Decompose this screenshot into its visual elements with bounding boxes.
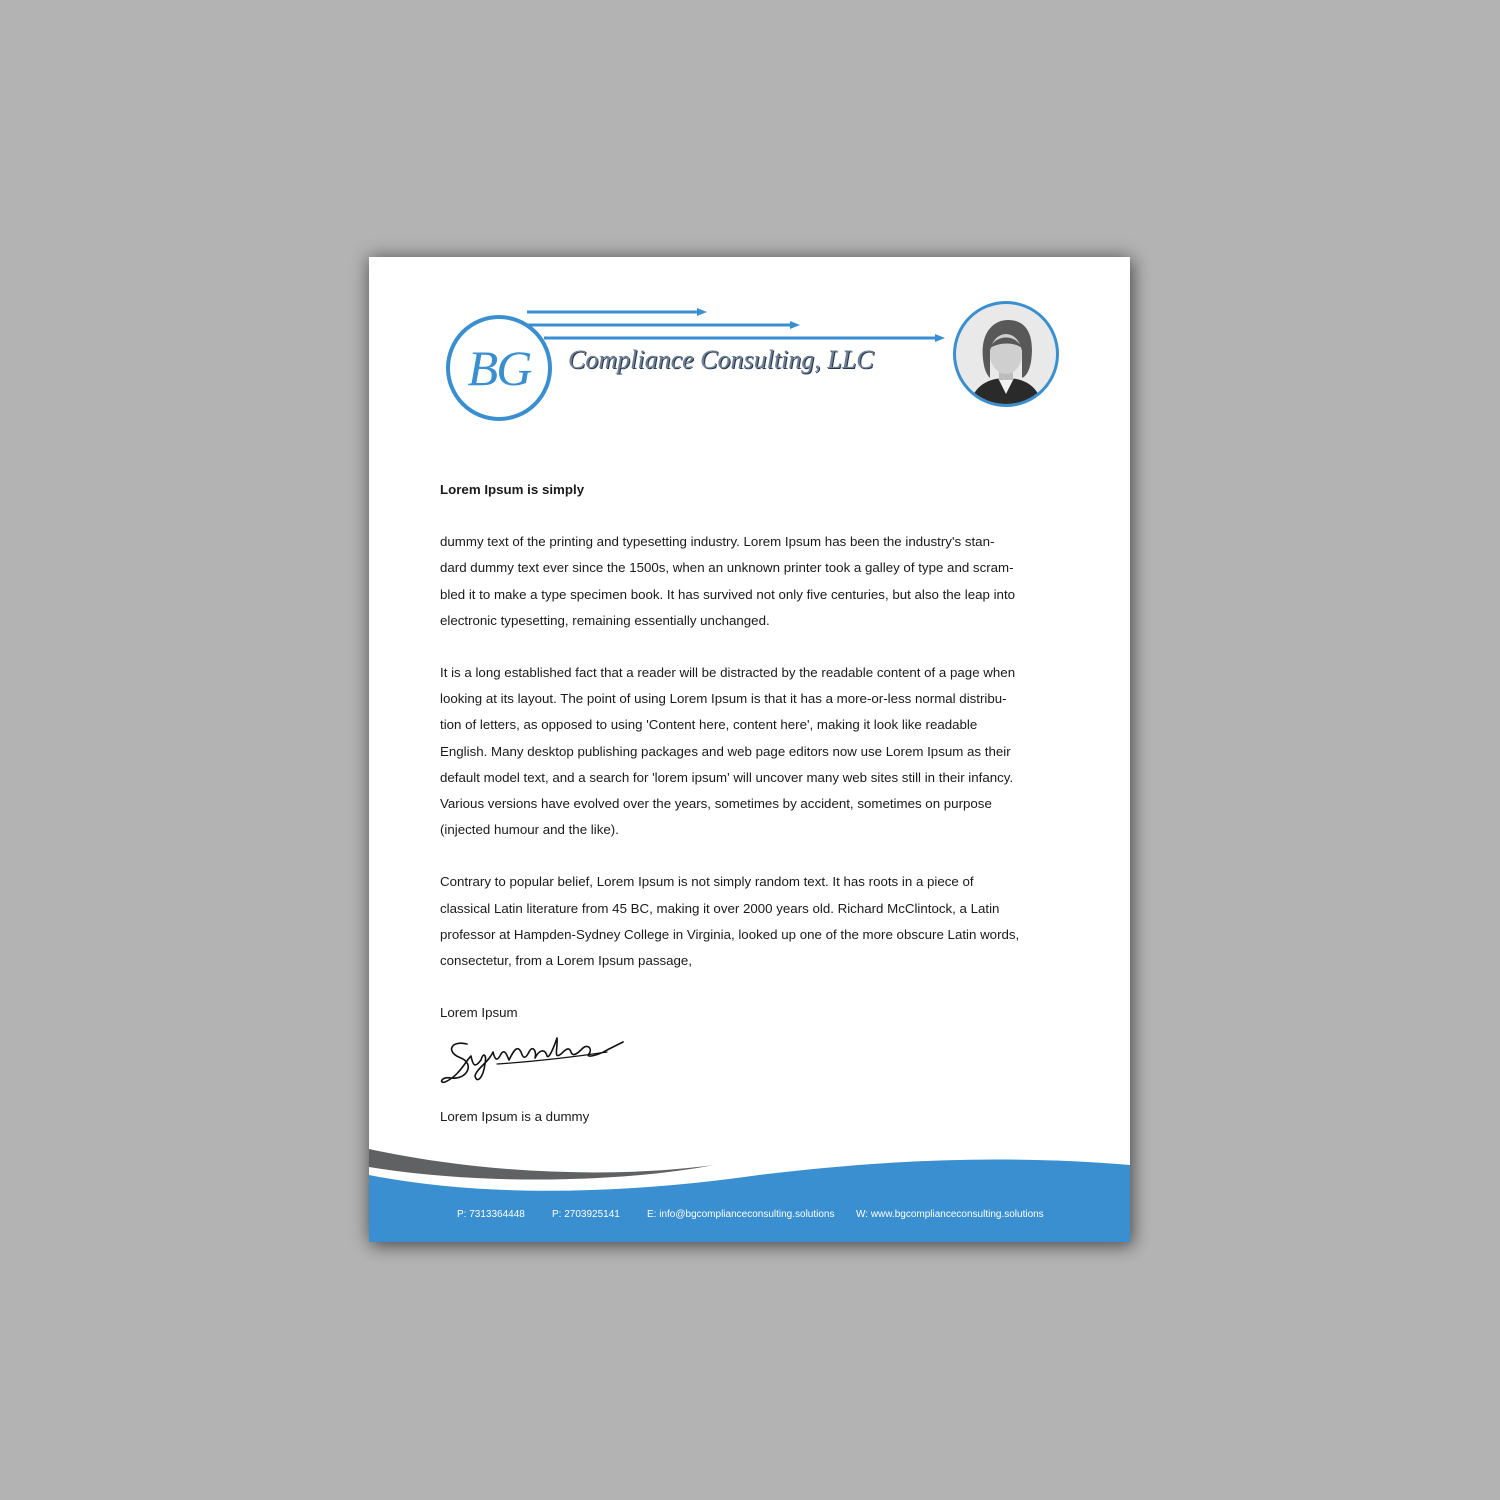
sender-title: Lorem Ipsum is a dummy bbox=[440, 1109, 590, 1125]
letter-paragraph: Contrary to popular belief, Lorem Ipsum is not simply random text. It has roots in a piece of classical Latin literature from 45 BC, making it over 2000 years old. Richard McClintock, a Latin professor at Hampden-Sydney College in Virginia, looked up one of the more obscure Latin words, consectetur, from a Lorem Ipsum passage, bbox=[440, 874, 1020, 969]
portrait-image bbox=[956, 304, 1056, 404]
arrow-lines-icon bbox=[527, 308, 945, 342]
signature-image bbox=[437, 1022, 627, 1092]
avatar bbox=[956, 304, 1056, 404]
company-name: Compliance Consulting, LLC bbox=[568, 345, 874, 374]
footer-phone-1: P: 7313364448 bbox=[457, 1209, 525, 1220]
letter-heading: Lorem Ipsum is simply bbox=[440, 482, 585, 497]
logo-initials: BG bbox=[467, 340, 531, 396]
footer-wave-graphic bbox=[369, 1137, 1130, 1242]
letterhead-page bbox=[369, 257, 1130, 1242]
footer-website: W: www.bgcomplianceconsulting.solutions bbox=[856, 1209, 1044, 1220]
letter-paragraph: dummy text of the printing and typesetting industry. Lorem Ipsum has been the industry's stan- dard dummy text ever since the 1500s, when an unknown printer took a galley of type and scram- bled it to make a type specimen book. It has survived not only five centuries, but also the leap into electronic typesetting, remaining essentially unchanged. bbox=[440, 534, 1016, 628]
footer-email: E: info@bgcomplianceconsulting.solutions bbox=[647, 1209, 835, 1220]
footer-contacts bbox=[369, 1209, 1130, 1223]
sender-name: Lorem Ipsum bbox=[440, 1005, 518, 1021]
footer-phone-2: P: 2703925141 bbox=[552, 1209, 620, 1220]
footer-gray-swoosh bbox=[369, 1149, 714, 1180]
letter-paragraph: It is a long established fact that a reader will be distracted by the readable content of a page when looking at its layout. The point of using Lorem Ipsum is that it has a more-or-less normal distribu- tion of letters, as opposed to using 'Content here, content here', making it look like readable English. Many desktop publishing packages and web page editors now use Lorem Ipsum as their default model text, and a search for 'lorem ipsum' will uncover many web sites still in their infancy. Various versions have evolved over the years, sometimes by accident, sometimes on purpose (injected humour and the like). bbox=[440, 665, 1016, 838]
